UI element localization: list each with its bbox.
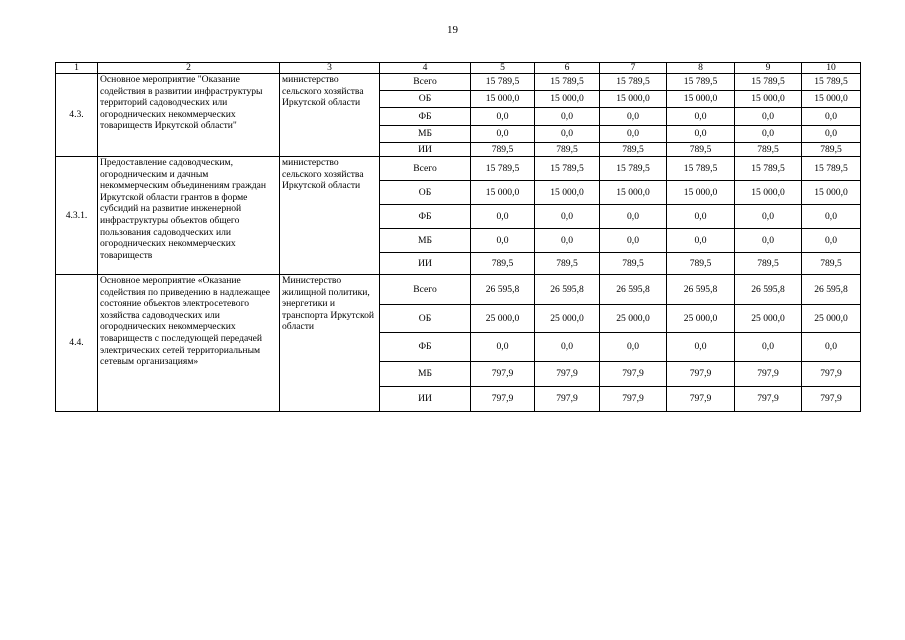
amount-cell: 789,5 [535,253,600,275]
funding-source: ФБ [380,333,471,362]
table-row [56,74,861,91]
amount-cell: 789,5 [535,143,600,157]
column-header: 6 [535,63,600,74]
amount-cell: 0,0 [535,205,600,229]
page-number: 19 [447,24,458,36]
column-header: 1 [56,63,98,74]
amount-cell: 0,0 [600,108,667,126]
amount-cell: 25 000,0 [471,305,535,333]
amount-cell: 15 000,0 [535,181,600,205]
amount-cell: 0,0 [735,229,802,253]
amount-cell: 26 595,8 [667,275,735,305]
funding-source: Всего [380,157,471,181]
amount-cell: 15 000,0 [667,91,735,108]
amount-cell: 15 789,5 [735,74,802,91]
amount-cell: 0,0 [735,126,802,143]
funding-source: ОБ [380,91,471,108]
row-code: 4.3. [56,74,98,157]
budget-table [55,62,861,412]
amount-cell: 26 595,8 [802,275,861,305]
amount-cell: 797,9 [667,362,735,387]
activity-name: Основное мероприятие «Оказание содействия по приведению в надлежащее состояние объектов электросетевого хозяйства садоводческих или огороднических некоммерческих товариществ с последующей передачей электрических сетей территориальным сетевым организациям» [98,275,280,412]
amount-cell: 15 000,0 [471,181,535,205]
amount-cell: 15 000,0 [735,91,802,108]
amount-cell: 0,0 [600,126,667,143]
amount-cell: 0,0 [535,126,600,143]
amount-cell: 15 789,5 [600,157,667,181]
row-code: 4.3.1. [56,157,98,275]
amount-cell: 0,0 [535,108,600,126]
funding-source: МБ [380,229,471,253]
amount-cell: 26 595,8 [735,275,802,305]
amount-cell: 789,5 [735,253,802,275]
amount-cell: 789,5 [667,253,735,275]
amount-cell: 15 000,0 [471,91,535,108]
amount-cell: 15 000,0 [600,91,667,108]
amount-cell: 0,0 [600,333,667,362]
column-number-row [56,63,861,74]
amount-cell: 15 789,5 [667,157,735,181]
amount-cell: 15 000,0 [535,91,600,108]
amount-cell: 0,0 [471,229,535,253]
column-header: 5 [471,63,535,74]
amount-cell: 15 789,5 [600,74,667,91]
amount-cell: 25 000,0 [735,305,802,333]
amount-cell: 789,5 [802,143,861,157]
amount-cell: 797,9 [471,362,535,387]
amount-cell: 789,5 [600,143,667,157]
amount-cell: 797,9 [600,387,667,412]
column-header: 7 [600,63,667,74]
amount-cell: 0,0 [802,229,861,253]
funding-source: МБ [380,126,471,143]
amount-cell: 0,0 [535,229,600,253]
amount-cell: 0,0 [667,333,735,362]
funding-source: Всего [380,275,471,305]
table-body [56,74,861,412]
executor-name: Министерство жилищной политики, энергетики и транспорта Иркутской области [280,275,380,412]
amount-cell: 26 595,8 [471,275,535,305]
amount-cell: 25 000,0 [667,305,735,333]
column-header: 3 [280,63,380,74]
amount-cell: 797,9 [535,387,600,412]
amount-cell: 15 789,5 [802,74,861,91]
amount-cell: 26 595,8 [535,275,600,305]
amount-cell: 0,0 [667,229,735,253]
amount-cell: 789,5 [735,143,802,157]
amount-cell: 15 789,5 [667,74,735,91]
table-row [56,157,861,181]
amount-cell: 25 000,0 [600,305,667,333]
funding-source: ОБ [380,181,471,205]
row-code: 4.4. [56,275,98,412]
amount-cell: 789,5 [667,143,735,157]
amount-cell: 15 789,5 [735,157,802,181]
amount-cell: 789,5 [471,143,535,157]
amount-cell: 0,0 [471,333,535,362]
amount-cell: 0,0 [667,205,735,229]
amount-cell: 0,0 [600,229,667,253]
amount-cell: 797,9 [735,362,802,387]
amount-cell: 0,0 [535,333,600,362]
amount-cell: 26 595,8 [600,275,667,305]
amount-cell: 797,9 [802,362,861,387]
amount-cell: 0,0 [667,126,735,143]
amount-cell: 15 000,0 [667,181,735,205]
amount-cell: 797,9 [802,387,861,412]
amount-cell: 797,9 [667,387,735,412]
funding-source: ОБ [380,305,471,333]
funding-source: МБ [380,362,471,387]
funding-source: ИИ [380,253,471,275]
funding-source: ФБ [380,108,471,126]
amount-cell: 797,9 [735,387,802,412]
amount-cell: 789,5 [471,253,535,275]
column-header: 4 [380,63,471,74]
amount-cell: 0,0 [802,205,861,229]
amount-cell: 0,0 [471,126,535,143]
amount-cell: 25 000,0 [802,305,861,333]
executor-name: министерство сельского хозяйства Иркутской области [280,157,380,275]
amount-cell: 15 789,5 [471,157,535,181]
executor-name: министерство сельского хозяйства Иркутской области [280,74,380,157]
column-header: 9 [735,63,802,74]
amount-cell: 797,9 [600,362,667,387]
activity-name: Основное мероприятие "Оказание содействия в развитии инфраструктуры территорий садоводческих или огороднических некоммерческих товариществ Иркутской области" [98,74,280,157]
amount-cell: 0,0 [735,205,802,229]
amount-cell: 15 000,0 [735,181,802,205]
amount-cell: 789,5 [802,253,861,275]
amount-cell: 15 000,0 [802,181,861,205]
amount-cell: 25 000,0 [535,305,600,333]
amount-cell: 0,0 [600,205,667,229]
table-row [56,275,861,305]
amount-cell: 797,9 [471,387,535,412]
amount-cell: 797,9 [535,362,600,387]
column-header: 10 [802,63,861,74]
funding-source: ИИ [380,143,471,157]
column-header: 8 [667,63,735,74]
amount-cell: 15 789,5 [802,157,861,181]
amount-cell: 0,0 [735,108,802,126]
column-header: 2 [98,63,280,74]
amount-cell: 0,0 [802,108,861,126]
amount-cell: 15 000,0 [600,181,667,205]
amount-cell: 0,0 [802,333,861,362]
funding-source: ИИ [380,387,471,412]
amount-cell: 15 789,5 [535,74,600,91]
amount-cell: 0,0 [735,333,802,362]
funding-source: ФБ [380,205,471,229]
activity-name: Предоставление садоводческим, огородническим и дачным некоммерческим объединениям граждан Иркутской области грантов в форме субсидий на развитие инженерной инфраструктуры объектов общего пользования садоводческих или огороднических некоммерческих товариществ [98,157,280,275]
amount-cell: 0,0 [471,108,535,126]
amount-cell: 0,0 [471,205,535,229]
amount-cell: 0,0 [802,126,861,143]
amount-cell: 789,5 [600,253,667,275]
amount-cell: 15 789,5 [471,74,535,91]
amount-cell: 15 789,5 [535,157,600,181]
amount-cell: 0,0 [667,108,735,126]
funding-source: Всего [380,74,471,91]
amount-cell: 15 000,0 [802,91,861,108]
